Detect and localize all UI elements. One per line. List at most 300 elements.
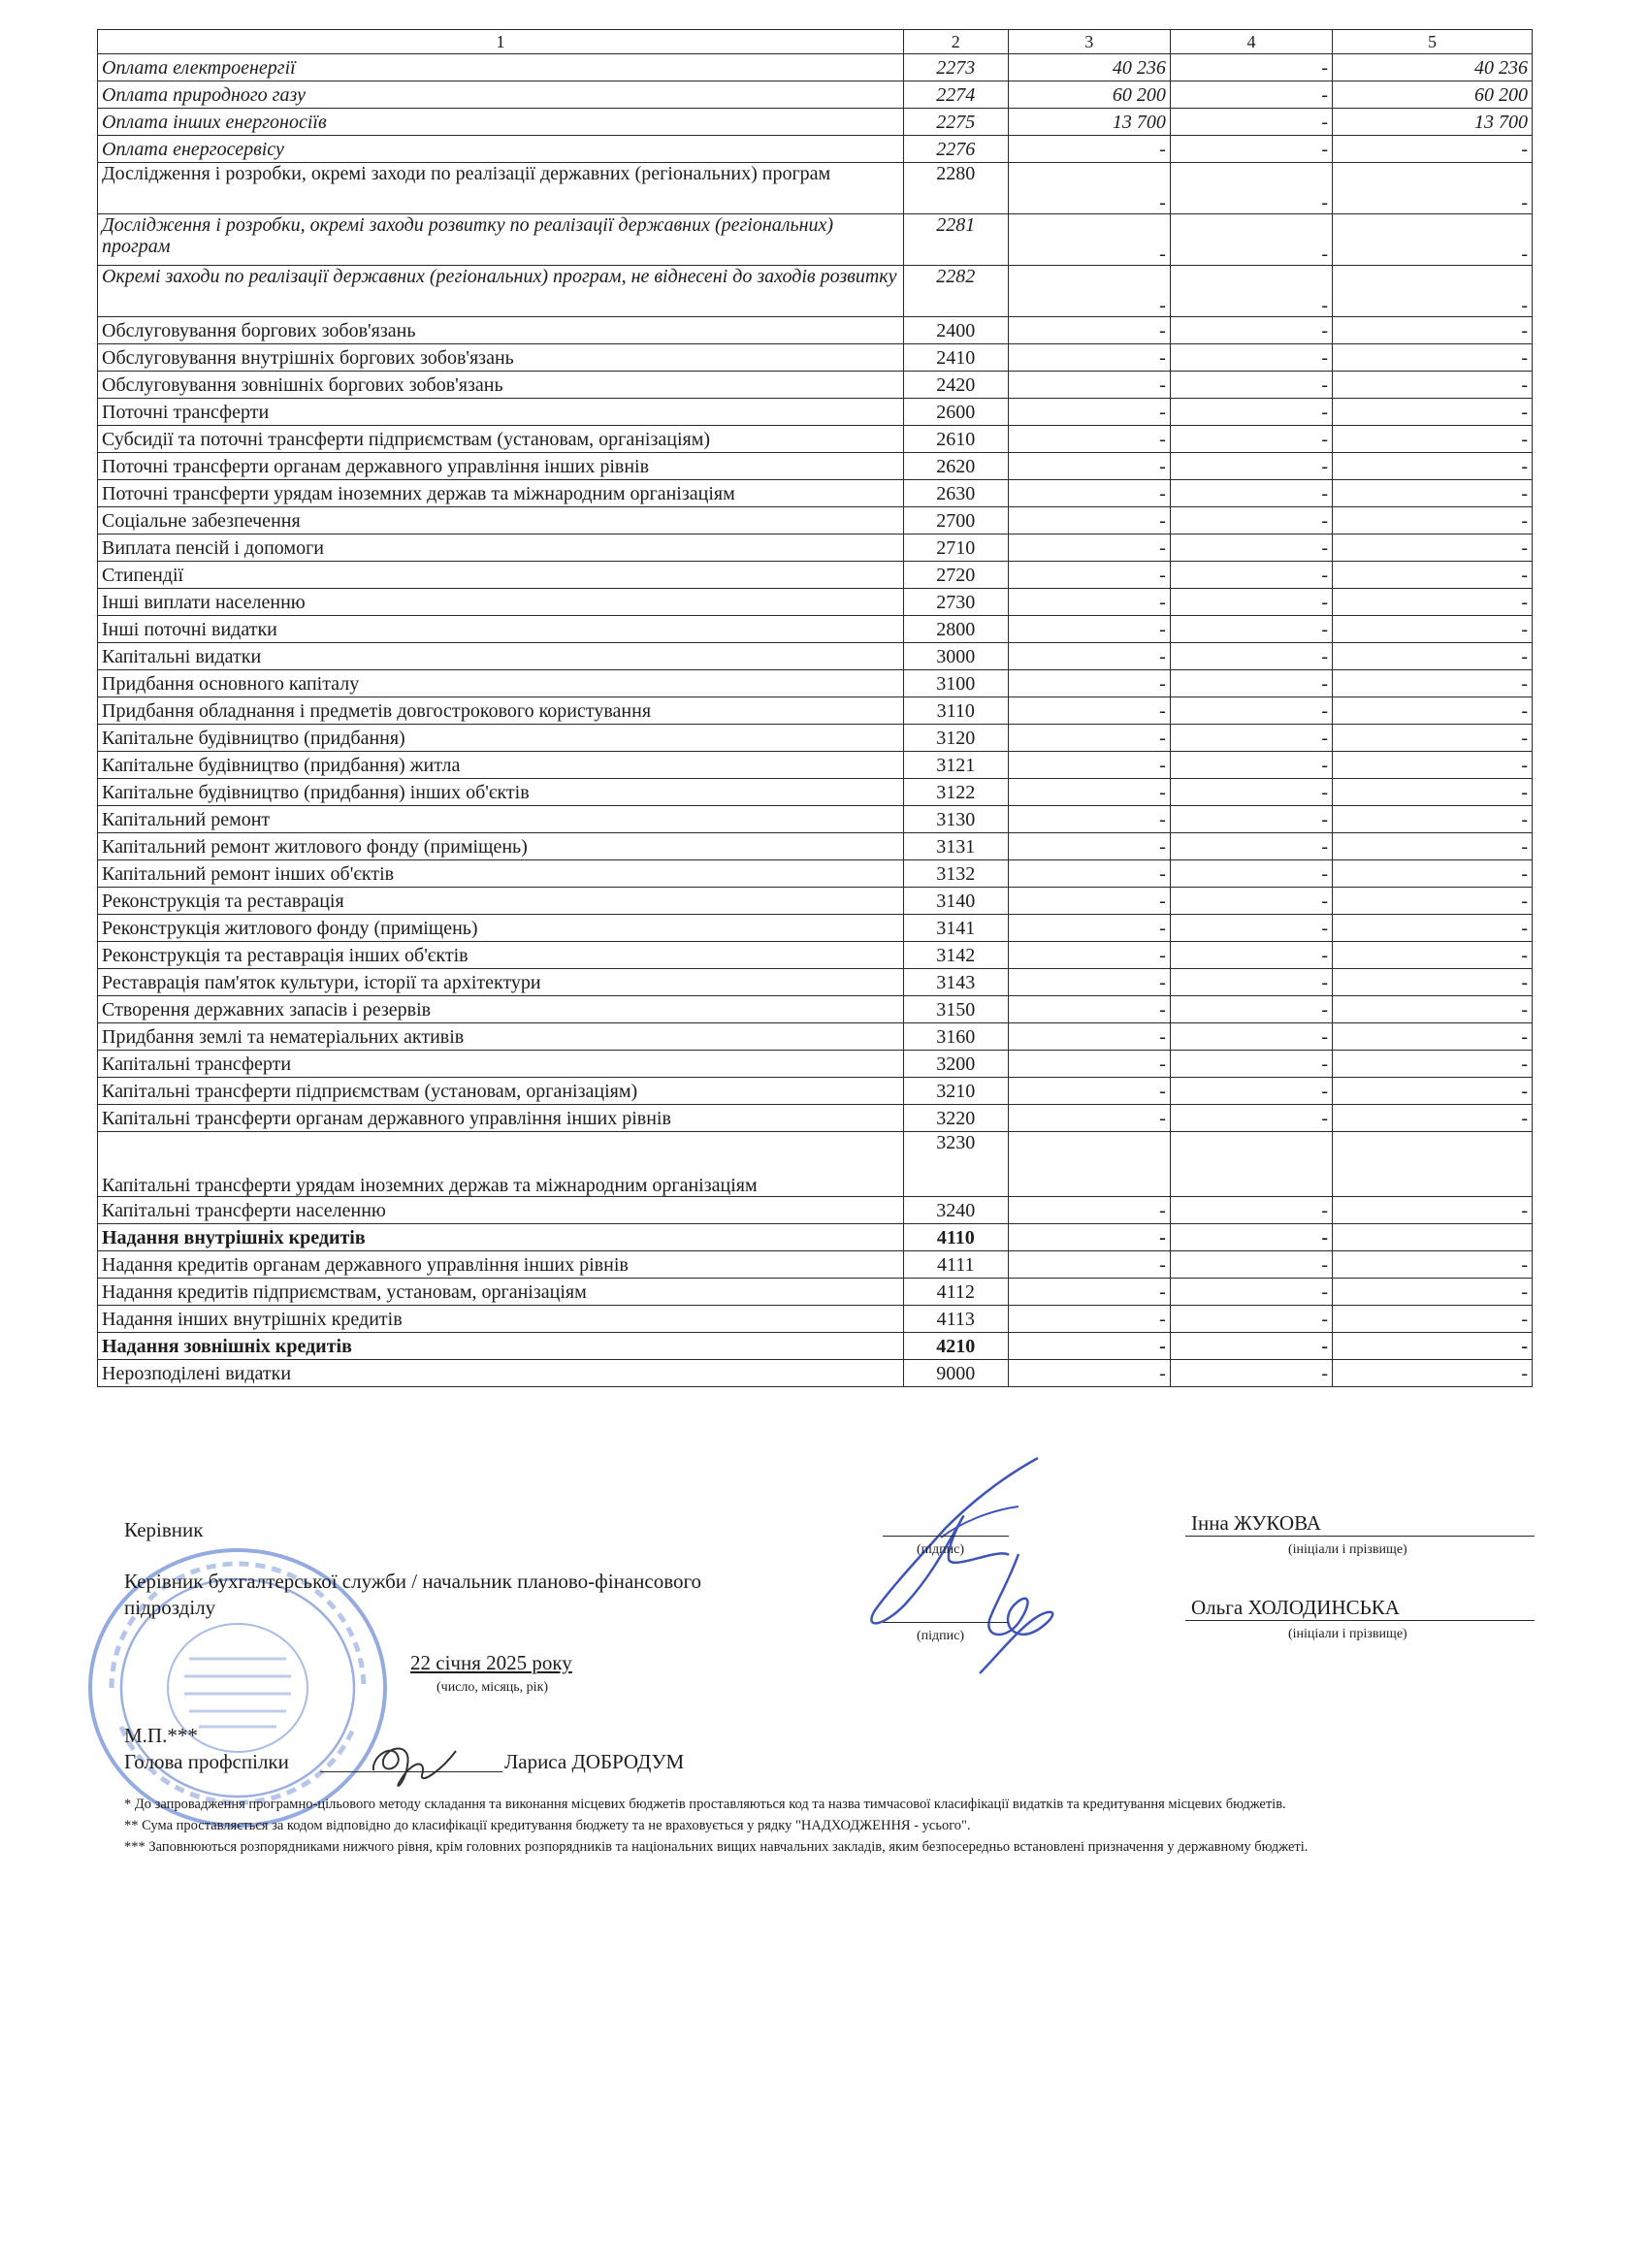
- row-value-col4: -: [1170, 1023, 1332, 1051]
- row-code: 2275: [903, 109, 1008, 136]
- header-col-4: 4: [1170, 30, 1332, 54]
- row-value-col3: -: [1008, 1333, 1170, 1360]
- header-col-5: 5: [1333, 30, 1533, 54]
- table-row: [98, 1279, 1533, 1306]
- row-name: Капітальні трансферти органам державного управління інших рівнів: [98, 1105, 904, 1132]
- row-name: Капітальні трансферти населенню: [98, 1197, 904, 1224]
- row-name: Субсидії та поточні трансферти підприємствам (установам, організаціям): [98, 426, 904, 453]
- row-value-col5: -: [1333, 697, 1533, 725]
- table-row: [98, 1197, 1533, 1224]
- row-value-col5: -: [1333, 1360, 1533, 1387]
- row-name: Капітальні видатки: [98, 643, 904, 670]
- row-value-col3: -: [1008, 453, 1170, 480]
- table-row: [98, 996, 1533, 1023]
- row-code: 2800: [903, 616, 1008, 643]
- row-name: Обслуговування зовнішніх боргових зобов'язань: [98, 372, 904, 399]
- table-header-row: [98, 30, 1533, 54]
- accountant-name-line: [1185, 1620, 1535, 1621]
- table-row: [98, 480, 1533, 507]
- row-name: Створення державних запасів і резервів: [98, 996, 904, 1023]
- row-value-col3: -: [1008, 1197, 1170, 1224]
- table-row: [98, 1023, 1533, 1051]
- date-caption: (число, місяць, рік): [436, 1680, 549, 1695]
- row-value-col5: -: [1333, 860, 1533, 888]
- row-value-col5: -: [1333, 942, 1533, 969]
- row-code: 2710: [903, 535, 1008, 562]
- row-value-col3: [1008, 1132, 1170, 1197]
- table-row: [98, 725, 1533, 752]
- accountant-label: Керівник бухгалтерської служби / начальник планово-фінансового: [124, 1570, 702, 1593]
- row-name: Реконструкція та реставрація: [98, 888, 904, 915]
- row-value-col5: -: [1333, 1051, 1533, 1078]
- row-value-col5: -: [1333, 969, 1533, 996]
- row-value-col4: -: [1170, 833, 1332, 860]
- table-row: [98, 562, 1533, 589]
- head-label: Керівник: [124, 1518, 204, 1541]
- row-name: Надання кредитів підприємствам, установам, організаціям: [98, 1279, 904, 1306]
- row-code: 3131: [903, 833, 1008, 860]
- head-name-line: [1185, 1536, 1535, 1537]
- row-value-col4: -: [1170, 507, 1332, 535]
- table-row: [98, 779, 1533, 806]
- row-code: 3121: [903, 752, 1008, 779]
- row-value-col4: -: [1170, 779, 1332, 806]
- table-row: [98, 915, 1533, 942]
- row-value-col4: -: [1170, 697, 1332, 725]
- row-code: 2700: [903, 507, 1008, 535]
- row-code: 3110: [903, 697, 1008, 725]
- row-code: 2273: [903, 54, 1008, 81]
- table-row: [98, 1105, 1533, 1132]
- row-value-col4: -: [1170, 562, 1332, 589]
- union-sign-line: [320, 1771, 502, 1772]
- row-value-col4: -: [1170, 1251, 1332, 1279]
- table-row: [98, 1333, 1533, 1360]
- row-value-col5: -: [1333, 670, 1533, 697]
- table-row: [98, 81, 1533, 109]
- row-name: Надання інших внутрішніх кредитів: [98, 1306, 904, 1333]
- table-row: [98, 1132, 1533, 1197]
- row-value-col4: -: [1170, 589, 1332, 616]
- row-code: 3220: [903, 1105, 1008, 1132]
- row-name: Обслуговування боргових зобов'язань: [98, 317, 904, 344]
- row-value-col3: -: [1008, 1360, 1170, 1387]
- row-value-col5: -: [1333, 480, 1533, 507]
- footnote-3: *** Заповнюються розпорядниками нижчого рівня, крім головних розпорядників та національних вищих навчальних закладів, яким безпосередньо встановлені призначення у державному бюджеті.: [124, 1839, 1309, 1855]
- table-row: [98, 507, 1533, 535]
- row-value-col4: -: [1170, 54, 1332, 81]
- row-value-col4: -: [1170, 1224, 1332, 1251]
- row-code: 3142: [903, 942, 1008, 969]
- row-name: Капітальний ремонт: [98, 806, 904, 833]
- row-value-col4: -: [1170, 1051, 1332, 1078]
- row-name: Реконструкція житлового фонду (приміщень): [98, 915, 904, 942]
- row-value-col4: -: [1170, 1105, 1332, 1132]
- row-value-col5: 13 700: [1333, 109, 1533, 136]
- row-name: Дослідження і розробки, окремі заходи розвитку по реалізації державних (регіональних) програм: [98, 214, 904, 266]
- row-name: Поточні трансферти: [98, 399, 904, 426]
- row-value-col5: -: [1333, 1197, 1533, 1224]
- row-code: 2281: [903, 214, 1008, 266]
- table-row: [98, 1306, 1533, 1333]
- table-row: [98, 806, 1533, 833]
- row-value-col5: -: [1333, 1105, 1533, 1132]
- expenditure-table: [97, 29, 1533, 1387]
- row-value-col4: -: [1170, 399, 1332, 426]
- footnote-2: ** Сума проставляється за кодом відповідно до класифікації кредитування бюджету та не враховується у рядку "НАДХОДЖЕННЯ - усього".: [124, 1818, 971, 1833]
- row-value-col3: -: [1008, 589, 1170, 616]
- table-row: [98, 833, 1533, 860]
- row-value-col3: -: [1008, 1051, 1170, 1078]
- row-value-col5: -: [1333, 752, 1533, 779]
- row-name: Надання зовнішніх кредитів: [98, 1333, 904, 1360]
- row-value-col3: -: [1008, 915, 1170, 942]
- row-value-col5: 40 236: [1333, 54, 1533, 81]
- table-row: [98, 1251, 1533, 1279]
- row-name: Капітальне будівництво (придбання): [98, 725, 904, 752]
- row-value-col4: -: [1170, 480, 1332, 507]
- row-value-col5: -: [1333, 996, 1533, 1023]
- row-code: 2400: [903, 317, 1008, 344]
- row-value-col5: -: [1333, 725, 1533, 752]
- table-row: [98, 1078, 1533, 1105]
- row-value-col5: -: [1333, 372, 1533, 399]
- row-code: 3140: [903, 888, 1008, 915]
- row-value-col5: -: [1333, 266, 1533, 317]
- row-value-col4: -: [1170, 317, 1332, 344]
- row-name: Нерозподілені видатки: [98, 1360, 904, 1387]
- row-name: Інші поточні видатки: [98, 616, 904, 643]
- row-name: Оплата інших енергоносіїв: [98, 109, 904, 136]
- row-value-col3: -: [1008, 426, 1170, 453]
- row-code: 3000: [903, 643, 1008, 670]
- row-name: Реконструкція та реставрація інших об'єктів: [98, 942, 904, 969]
- row-value-col3: 13 700: [1008, 109, 1170, 136]
- row-code: 3130: [903, 806, 1008, 833]
- row-value-col3: -: [1008, 942, 1170, 969]
- table-row: [98, 399, 1533, 426]
- row-value-col4: -: [1170, 453, 1332, 480]
- row-name: Капітальне будівництво (придбання) інших об'єктів: [98, 779, 904, 806]
- row-code: 2630: [903, 480, 1008, 507]
- table-row: [98, 942, 1533, 969]
- row-value-col5: -: [1333, 344, 1533, 372]
- head-sign-caption: (підпис): [917, 1542, 965, 1557]
- row-value-col4: -: [1170, 860, 1332, 888]
- row-value-col5: -: [1333, 779, 1533, 806]
- row-code: 4210: [903, 1333, 1008, 1360]
- row-code: 4112: [903, 1279, 1008, 1306]
- row-value-col3: -: [1008, 1105, 1170, 1132]
- head-name: Інна ЖУКОВА: [1191, 1511, 1321, 1535]
- row-value-col5: -: [1333, 616, 1533, 643]
- row-value-col4: -: [1170, 266, 1332, 317]
- row-value-col3: -: [1008, 317, 1170, 344]
- row-code: 2720: [903, 562, 1008, 589]
- accountant-signature-icon: [960, 1552, 1077, 1678]
- row-value-col5: -: [1333, 426, 1533, 453]
- row-code: 3240: [903, 1197, 1008, 1224]
- row-value-col5: -: [1333, 1251, 1533, 1279]
- row-value-col5: -: [1333, 453, 1533, 480]
- table-row: [98, 136, 1533, 163]
- row-value-col4: -: [1170, 1279, 1332, 1306]
- row-value-col4: -: [1170, 214, 1332, 266]
- row-value-col3: -: [1008, 266, 1170, 317]
- row-code: 3200: [903, 1051, 1008, 1078]
- row-value-col3: -: [1008, 725, 1170, 752]
- row-code: 3141: [903, 915, 1008, 942]
- row-value-col5: -: [1333, 833, 1533, 860]
- row-value-col4: -: [1170, 752, 1332, 779]
- row-code: 3100: [903, 670, 1008, 697]
- row-value-col4: -: [1170, 344, 1332, 372]
- row-code: 2730: [903, 589, 1008, 616]
- row-value-col5: -: [1333, 1279, 1533, 1306]
- row-value-col4: -: [1170, 1197, 1332, 1224]
- row-value-col5: [1333, 1132, 1533, 1197]
- row-value-col3: -: [1008, 480, 1170, 507]
- row-code: 4110: [903, 1224, 1008, 1251]
- table-row: [98, 372, 1533, 399]
- row-value-col5: -: [1333, 507, 1533, 535]
- table-row: [98, 317, 1533, 344]
- row-name: Капітальний ремонт житлового фонду (приміщень): [98, 833, 904, 860]
- seal-label: М.П.***: [124, 1724, 198, 1747]
- row-code: 2610: [903, 426, 1008, 453]
- row-code: 3122: [903, 779, 1008, 806]
- table-row: [98, 109, 1533, 136]
- row-name: Оплата електроенергії: [98, 54, 904, 81]
- row-value-col4: -: [1170, 725, 1332, 752]
- table-row: [98, 54, 1533, 81]
- table-row: [98, 589, 1533, 616]
- row-name: Капітальні трансферти: [98, 1051, 904, 1078]
- row-name: Поточні трансферти органам державного управління інших рівнів: [98, 453, 904, 480]
- table-row: [98, 1224, 1533, 1251]
- row-name: Капітальний ремонт інших об'єктів: [98, 860, 904, 888]
- row-value-col5: -: [1333, 888, 1533, 915]
- row-code: 3120: [903, 725, 1008, 752]
- row-name: Обслуговування внутрішніх боргових зобов'язань: [98, 344, 904, 372]
- row-value-col5: -: [1333, 915, 1533, 942]
- table-row: [98, 888, 1533, 915]
- row-code: 3150: [903, 996, 1008, 1023]
- row-value-col4: -: [1170, 81, 1332, 109]
- table-row: [98, 453, 1533, 480]
- union-signature-icon: [354, 1732, 461, 1799]
- row-value-col3: -: [1008, 833, 1170, 860]
- row-value-col5: -: [1333, 1333, 1533, 1360]
- row-value-col3: 40 236: [1008, 54, 1170, 81]
- row-value-col4: -: [1170, 806, 1332, 833]
- row-value-col5: -: [1333, 1078, 1533, 1105]
- table-row: [98, 752, 1533, 779]
- head-sign-line: [883, 1536, 1009, 1537]
- table-row: [98, 1051, 1533, 1078]
- table-row: [98, 643, 1533, 670]
- row-value-col4: -: [1170, 426, 1332, 453]
- row-code: 2420: [903, 372, 1008, 399]
- document-date: 22 січня 2025 року: [410, 1651, 572, 1674]
- row-name: Капітальні трансферти підприємствам (установам, організаціям): [98, 1078, 904, 1105]
- row-value-col5: -: [1333, 1306, 1533, 1333]
- row-value-col3: -: [1008, 1251, 1170, 1279]
- header-col-1: 1: [98, 30, 904, 54]
- row-value-col4: -: [1170, 969, 1332, 996]
- row-value-col3: -: [1008, 969, 1170, 996]
- row-value-col3: -: [1008, 1306, 1170, 1333]
- row-value-col4: -: [1170, 616, 1332, 643]
- header-col-3: 3: [1008, 30, 1170, 54]
- row-value-col3: -: [1008, 779, 1170, 806]
- row-value-col5: -: [1333, 317, 1533, 344]
- row-code: 2620: [903, 453, 1008, 480]
- row-name: Надання внутрішніх кредитів: [98, 1224, 904, 1251]
- row-value-col3: -: [1008, 1023, 1170, 1051]
- row-value-col5: 60 200: [1333, 81, 1533, 109]
- union-name: Лариса ДОБРОДУМ: [504, 1750, 685, 1773]
- row-value-col3: -: [1008, 806, 1170, 833]
- row-value-col3: -: [1008, 214, 1170, 266]
- row-value-col4: -: [1170, 163, 1332, 214]
- table-row: [98, 535, 1533, 562]
- row-code: 3143: [903, 969, 1008, 996]
- row-value-col4: -: [1170, 109, 1332, 136]
- row-name: Реставрація пам'яток культури, історії та архітектури: [98, 969, 904, 996]
- row-value-col3: -: [1008, 1078, 1170, 1105]
- row-value-col5: -: [1333, 643, 1533, 670]
- row-value-col3: -: [1008, 643, 1170, 670]
- row-value-col3: -: [1008, 1224, 1170, 1251]
- row-value-col5: -: [1333, 136, 1533, 163]
- row-name: Оплата природного газу: [98, 81, 904, 109]
- row-value-col3: -: [1008, 616, 1170, 643]
- row-code: 4113: [903, 1306, 1008, 1333]
- table-row: [98, 1360, 1533, 1387]
- row-value-col3: -: [1008, 535, 1170, 562]
- table-row: [98, 670, 1533, 697]
- head-initials-caption: (ініціали і прізвище): [1288, 1542, 1407, 1557]
- union-label: Голова профспілки: [124, 1750, 289, 1773]
- table-row: [98, 697, 1533, 725]
- row-name: Придбання землі та нематеріальних активів: [98, 1023, 904, 1051]
- table-row: [98, 969, 1533, 996]
- footnote-1: * До запровадження програмно-цільового методу складання та виконання місцевих бюджетів проставляються код та назва тимчасової класифікації видатків та кредитування місцевих бюджетів.: [124, 1797, 1286, 1812]
- row-value-col4: -: [1170, 942, 1332, 969]
- row-value-col5: -: [1333, 1023, 1533, 1051]
- row-value-col3: -: [1008, 752, 1170, 779]
- row-code: 3132: [903, 860, 1008, 888]
- row-value-col5: -: [1333, 214, 1533, 266]
- row-value-col4: -: [1170, 670, 1332, 697]
- row-value-col4: -: [1170, 1333, 1332, 1360]
- row-value-col3: -: [1008, 670, 1170, 697]
- row-value-col3: -: [1008, 562, 1170, 589]
- row-code: 2280: [903, 163, 1008, 214]
- row-value-col4: -: [1170, 643, 1332, 670]
- table-row: [98, 426, 1533, 453]
- row-value-col3: -: [1008, 344, 1170, 372]
- row-value-col3: -: [1008, 860, 1170, 888]
- table-row: [98, 214, 1533, 266]
- table-row: [98, 163, 1533, 214]
- row-value-col3: -: [1008, 1279, 1170, 1306]
- row-code: 9000: [903, 1360, 1008, 1387]
- row-name: Придбання обладнання і предметів довгострокового користування: [98, 697, 904, 725]
- row-code: 3160: [903, 1023, 1008, 1051]
- row-name: Виплата пенсій і допомоги: [98, 535, 904, 562]
- row-value-col3: -: [1008, 996, 1170, 1023]
- row-value-col3: -: [1008, 697, 1170, 725]
- table-row: [98, 860, 1533, 888]
- row-value-col4: [1170, 1132, 1332, 1197]
- row-name: Поточні трансферти урядам іноземних держав та міжнародним організаціям: [98, 480, 904, 507]
- row-value-col4: -: [1170, 915, 1332, 942]
- row-value-col3: -: [1008, 507, 1170, 535]
- row-value-col5: -: [1333, 163, 1533, 214]
- row-value-col5: -: [1333, 535, 1533, 562]
- row-value-col4: -: [1170, 996, 1332, 1023]
- row-code: 2600: [903, 399, 1008, 426]
- row-value-col3: -: [1008, 399, 1170, 426]
- row-value-col4: -: [1170, 535, 1332, 562]
- row-name: Дослідження і розробки, окремі заходи по реалізації державних (регіональних) програм: [98, 163, 904, 214]
- row-name: Соціальне забезпечення: [98, 507, 904, 535]
- row-value-col3: -: [1008, 136, 1170, 163]
- table-row: [98, 344, 1533, 372]
- table-row: [98, 616, 1533, 643]
- row-value-col3: -: [1008, 372, 1170, 399]
- row-value-col4: -: [1170, 136, 1332, 163]
- row-value-col4: -: [1170, 1360, 1332, 1387]
- accountant-initials-caption: (ініціали і прізвище): [1288, 1627, 1407, 1641]
- row-code: 3230: [903, 1132, 1008, 1197]
- header-col-2: 2: [903, 30, 1008, 54]
- row-value-col4: -: [1170, 1306, 1332, 1333]
- row-name: Придбання основного капіталу: [98, 670, 904, 697]
- accountant-sign-line: [883, 1622, 1009, 1623]
- row-value-col4: -: [1170, 888, 1332, 915]
- row-value-col4: -: [1170, 1078, 1332, 1105]
- row-code: 2274: [903, 81, 1008, 109]
- row-value-col5: -: [1333, 562, 1533, 589]
- row-code: 4111: [903, 1251, 1008, 1279]
- row-code: 2276: [903, 136, 1008, 163]
- row-name: Стипендії: [98, 562, 904, 589]
- accountant-label-cont: підрозділу: [124, 1596, 216, 1619]
- row-value-col3: -: [1008, 163, 1170, 214]
- accountant-name: Ольга ХОЛОДИНСЬКА: [1191, 1596, 1400, 1619]
- row-value-col5: [1333, 1224, 1533, 1251]
- row-name: Оплата енергосервісу: [98, 136, 904, 163]
- row-name: Капітальне будівництво (придбання) житла: [98, 752, 904, 779]
- row-name: Окремі заходи по реалізації державних (регіональних) програм, не віднесені до заходів розвитку: [98, 266, 904, 317]
- row-value-col5: -: [1333, 589, 1533, 616]
- row-code: 2410: [903, 344, 1008, 372]
- row-name: Капітальні трансферти урядам іноземних держав та міжнародним організаціям: [98, 1132, 904, 1197]
- row-value-col5: -: [1333, 399, 1533, 426]
- footnotes: [124, 1795, 1521, 1859]
- row-value-col3: -: [1008, 888, 1170, 915]
- row-code: 2282: [903, 266, 1008, 317]
- row-name: Надання кредитів органам державного управління інших рівнів: [98, 1251, 904, 1279]
- row-code: 3210: [903, 1078, 1008, 1105]
- row-value-col5: -: [1333, 806, 1533, 833]
- accountant-sign-caption: (підпис): [917, 1629, 965, 1643]
- row-value-col3: 60 200: [1008, 81, 1170, 109]
- row-value-col4: -: [1170, 372, 1332, 399]
